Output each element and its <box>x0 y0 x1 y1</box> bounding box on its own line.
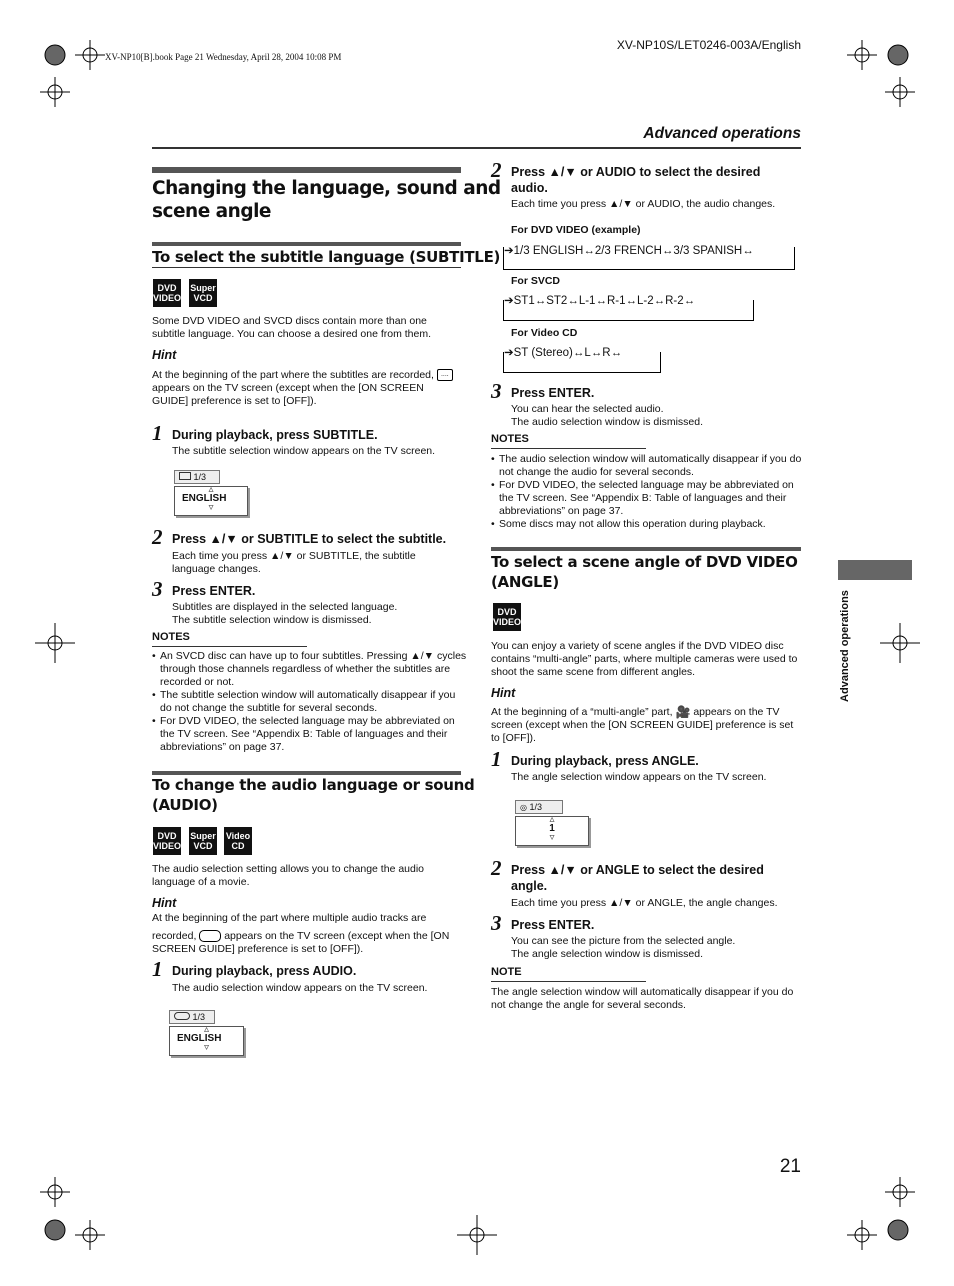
audio-hint-label: Hint <box>152 896 177 910</box>
audio-notes-label: NOTES <box>491 433 529 445</box>
subtitle-osd-value: ENGLISH <box>182 493 227 504</box>
doc-id: XV-NP10S/LET0246-003A/English <box>616 38 801 52</box>
svcd-logo: Super VCD <box>189 827 217 855</box>
angle-osd-icon: ◎ <box>520 803 527 812</box>
subtitle-step1-desc: The subtitle selection window appears on the TV screen. <box>172 445 436 457</box>
angle-step2-number: 2 <box>491 856 502 880</box>
subtitle-step1: During playback, press SUBTITLE. <box>172 428 378 442</box>
video-cd-logo: Video CD <box>224 827 252 855</box>
dvd-flow <box>504 244 754 258</box>
audio-step2-desc: Each time you press ▲/▼ or AUDIO, the audio changes. <box>511 198 776 210</box>
book-info: XV-NP10[B].book Page 21 Wednesday, April 28, 2004 10:08 PM <box>105 52 342 62</box>
flow-arrow: ↔ <box>610 347 623 359</box>
audio-osd-window <box>169 1026 244 1056</box>
angle-step1-number: 1 <box>491 747 502 771</box>
flow-arrow: ↔ <box>653 295 666 307</box>
subtitle-step2: Press ▲/▼ or SUBTITLE to select the subtitle. <box>172 532 447 546</box>
audio-osd-tab: 1/3 <box>169 1010 215 1024</box>
flow-arrow: ↔ <box>595 295 607 307</box>
dvd-video-logo: DVD VIDEO <box>153 827 181 855</box>
flow-item: ST1 <box>513 295 535 307</box>
angle-step3: Press ENTER. <box>511 918 595 932</box>
subtitle-hint-label: Hint <box>152 348 177 362</box>
angle-note-label: NOTE <box>491 966 522 978</box>
audio-icon <box>199 930 221 942</box>
section-title: Advanced operations <box>643 125 801 142</box>
flow-arrow: ↔ <box>661 245 674 257</box>
angle-note-rule <box>491 981 646 982</box>
flow-item: L <box>584 347 591 359</box>
audio-step3: Press ENTER. <box>511 386 595 400</box>
audio-osd-icon <box>174 1012 190 1020</box>
dvd-video-logo: DVD VIDEO <box>153 279 181 307</box>
angle-intro: You can enjoy a variety of scene angles if the DVD VIDEO disc contains “multi-angle” parts, where multiple cameras were used to shoot the same scene from different angles. <box>491 640 798 678</box>
list-item: • Some discs may not allow this operation during playback. <box>499 518 809 531</box>
flow-arrow: ➔ <box>504 295 514 307</box>
subtitle-step3: Press ENTER. <box>172 584 256 598</box>
audio-step3-desc: You can hear the selected audio. The audio selection window is dismissed. <box>511 403 704 428</box>
subtitle-notes-label: NOTES <box>152 631 190 643</box>
angle-osd-window <box>515 816 589 846</box>
subtitle-notes-list <box>152 650 468 754</box>
subtitle-icon: .... <box>437 369 453 381</box>
audio-osd-up: △ <box>204 1027 209 1033</box>
subtitle-step1-number: 1 <box>152 421 163 445</box>
list-item: • For DVD VIDEO, the selected language may be abbreviated on the TV screen. See “Appendix B: Table of languages and their abbreviations” on page 37. <box>499 479 809 518</box>
header-rule <box>152 147 801 149</box>
angle-step2-desc: Each time you press ▲/▼ or ANGLE, the angle changes. <box>511 897 778 909</box>
subtitle-heading: To select the subtitle language (SUBTITLE) <box>152 248 501 266</box>
subtitle-intro: Some DVD VIDEO and SVCD discs contain more than one subtitle language. You can choose a desired one from them. <box>152 315 432 340</box>
svcd-logo: Super VCD <box>189 279 217 307</box>
subtitle-step3-desc: Subtitles are displayed in the selected language. The subtitle selection window is dismissed. <box>172 601 398 626</box>
flow-arrow: ↔ <box>683 295 696 307</box>
angle-hint: At the beginning of a “multi-angle” part, 🎥 appears on the TV screen (except when the [ON SCREEN GUIDE] preference is set to [OFF]). <box>491 705 794 744</box>
angle-note: The angle selection window will automatically disappear if you do not change the angle for several seconds. <box>491 986 794 1011</box>
angle-step1-desc: The angle selection window appears on the TV screen. <box>511 771 767 783</box>
audio-step1-number: 1 <box>152 957 163 981</box>
flow-item: 2/3 FRENCH <box>594 245 662 257</box>
flow-arrow: ↔ <box>583 245 595 257</box>
audio-step1-desc: The audio selection window appears on the TV screen. <box>172 982 428 994</box>
flow-item: R <box>602 347 611 359</box>
dvd-video-logo: DVD VIDEO <box>493 603 521 631</box>
audio-hint: At the beginning of the part where multiple audio tracks are recorded, appears on the TV screen (except when the [ON SCREEN GUIDE] preference is set to [OFF]). <box>152 912 450 955</box>
angle-osd-down: ▽ <box>549 835 555 841</box>
flow-arrow: ↔ <box>742 245 754 257</box>
flow-item: ST2 <box>546 295 568 307</box>
list-item: • The audio selection window will automatically disappear if you do not change the audio for several seconds. <box>499 453 809 479</box>
angle-step3-desc: You can see the picture from the selected angle. The angle selection window is dismissed. <box>511 935 736 960</box>
subtitle-step3-number: 3 <box>152 577 163 601</box>
angle-step3-number: 3 <box>491 911 502 935</box>
audio-heading: To change the audio language or sound (AUDIO) <box>152 776 475 814</box>
flow-arrow: ↔ <box>572 347 585 359</box>
subtitle-hint: At the beginning of the part where the subtitles are recorded, .... appears on the TV screen (except when the [ON SCREEN GUIDE] preference is set to [OFF]). <box>152 369 462 408</box>
flow-arrow: ↔ <box>534 295 547 307</box>
subtitle-osd-window <box>174 486 248 516</box>
list-item: • The subtitle selection window will automatically disappear if you do not change the subtitle for several seconds. <box>160 689 468 715</box>
flow-item: L-1 <box>578 295 596 307</box>
subtitle-heading-bar <box>152 242 461 246</box>
audio-step2-number: 2 <box>491 158 502 182</box>
flow-item: 1/3 ENGLISH <box>513 245 584 257</box>
angle-heading-bar <box>491 547 801 551</box>
subtitle-osd-icon <box>179 472 191 480</box>
list-item: • For DVD VIDEO, the selected language may be abbreviated on the TV screen. See “Appendix B: Table of languages and their abbreviations” on page 37. <box>160 715 468 754</box>
audio-intro: The audio selection setting allows you to change the audio language of a movie. <box>152 863 425 888</box>
svcd-flow <box>504 294 695 308</box>
page-title: Changing the language, sound and scene angle <box>152 178 501 222</box>
audio-notes-list <box>491 453 809 531</box>
angle-hint-label: Hint <box>491 686 516 700</box>
angle-step2: Press ▲/▼ or ANGLE to select the desired angle. <box>511 863 764 893</box>
flow-item: 3/3 SPANISH <box>673 245 743 257</box>
subtitle-osd-up: △ <box>208 487 214 493</box>
audio-osd-value: ENGLISH <box>177 1033 222 1044</box>
angle-osd-value: 1 <box>549 823 555 834</box>
title-bar <box>152 167 461 173</box>
subtitle-heading-underline <box>152 267 461 268</box>
subtitle-step2-number: 2 <box>152 525 163 549</box>
flow-arrow: ➔ <box>504 347 514 359</box>
flow-arrow: ↔ <box>567 295 579 307</box>
subtitle-step2-desc: Each time you press ▲/▼ or SUBTITLE, the subtitle language changes. <box>172 550 416 575</box>
subtitle-osd-tab: 1/3 <box>174 470 220 484</box>
angle-heading: To select a scene angle of DVD VIDEO (ANGLE) <box>491 553 798 591</box>
flow-item: ST (Stereo) <box>513 347 573 359</box>
flow-arrow: ↔ <box>625 295 637 307</box>
list-item: • An SVCD disc can have up to four subtitles. Pressing ▲/▼ cycles through those channels regardless of whether the subtitles are recorded or not. <box>160 650 468 689</box>
camera-icon: 🎥 <box>675 705 691 720</box>
subtitle-notes-rule <box>152 646 307 647</box>
flow-item: R-1 <box>606 295 626 307</box>
angle-osd-tab: ◎ 1/3 <box>515 800 563 814</box>
flow-item: R-2 <box>665 295 684 307</box>
svcd-flow-label: For SVCD <box>511 275 561 287</box>
audio-notes-rule <box>491 448 646 449</box>
audio-step3-number: 3 <box>491 379 502 403</box>
flow-item: L-2 <box>636 295 654 307</box>
angle-osd-up: △ <box>549 817 555 823</box>
vcd-flow-label: For Video CD <box>511 327 578 339</box>
subtitle-osd-down: ▽ <box>208 505 214 511</box>
audio-step1: During playback, press AUDIO. <box>172 964 357 978</box>
angle-step1: During playback, press ANGLE. <box>511 754 699 768</box>
flow-arrow: ↔ <box>590 347 603 359</box>
audio-osd-down: ▽ <box>204 1045 209 1051</box>
vcd-flow <box>504 346 622 360</box>
dvd-flow-label: For DVD VIDEO (example) <box>511 224 641 236</box>
flow-arrow: ➔ <box>504 245 514 257</box>
page-number: 21 <box>779 1156 801 1177</box>
audio-step2: Press ▲/▼ or AUDIO to select the desired audio. <box>511 165 761 195</box>
side-tab-label: Advanced operations <box>839 590 851 702</box>
